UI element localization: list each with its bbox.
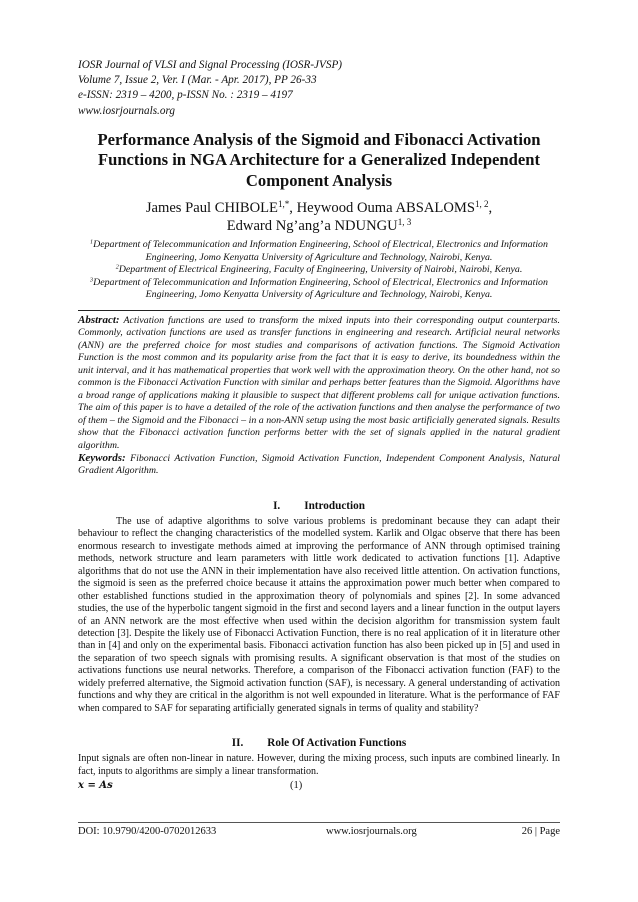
author-2-affil: 1, 2 (474, 199, 489, 210)
section-2-title: Role Of Activation Functions (267, 737, 407, 750)
affiliation-3-text: Department of Telecommunication and Information Engineering, School of Electrical, Electronics and Information Engineering, Jomo Kenyatta University of Agriculture and Technology, Nairobi, Kenya. (93, 276, 548, 301)
section-2-paragraph: Input signals are often non-linear in nature. However, during the mixing process, such inputs are combined linearly. In fact, inputs to algorithms are simply a linear transformation. (78, 753, 560, 777)
affiliation-2-text: Department of Electrical Engineering, Faculty of Engineering, University of Nairobi, Nairobi, Kenya. (118, 264, 523, 276)
affiliation-1 (78, 239, 560, 264)
keywords-label: Keywords: (78, 451, 126, 464)
affiliation-3-number: 3 (90, 277, 94, 284)
author-list (78, 199, 560, 235)
abstract-text: Activation functions are used to transform the mixed inputs into their corresponding output counterparts. Commonly, activation functions are used as transfer functions in engineering and research. Artificial neural networks (ANN) are the preferred choice for most studies and comparisons of activation functions. The Sigmoid Activation Function is the most common and its popularity arise from the fact that it is easy to derive, its boundedness within the unit interval, and it has mathematical properties that work well with the approximation theory. On the other hand, not so common is the Fibonacci Activation Function with similar and perhaps better features than the Sigmoid. Algorithms have a broad range of applications making it plausible to suspect that different problems call for unique activation functions. The aim of this paper is to have a detailed of the role of the activation functions and then analyse the performance of two of them – the Sigmoid and the Fibonacci – in a non-ANN setup using the most basic artificially generated signals. Results show that the Fibonacci activation function performs better with the set of signals applied in the natural gradient algorithm. (78, 315, 560, 451)
journal-website: www.iosrjournals.org (78, 104, 175, 117)
section-1-title: Introduction (304, 499, 365, 512)
author-line-2 (78, 217, 560, 235)
footer-page-number: 26 | Page (521, 826, 560, 837)
journal-volume: Volume 7, Issue 2, Ver. I (Mar. - Apr. 2017), PP 26-33 (78, 74, 317, 87)
journal-name: IOSR Journal of VLSI and Signal Processing (IOSR-JVSP) (78, 59, 342, 71)
affiliation-2 (78, 264, 560, 277)
section-1-heading (78, 499, 560, 513)
paper-title: Performance Analysis of the Sigmoid and Fibonacci Activation Functions in NGA Architecture for a Generalized Independent Component Analysis (97, 129, 541, 190)
author-2-tail: , (488, 200, 493, 217)
affiliation-2-number: 2 (115, 264, 119, 271)
section-2-number: II. (231, 737, 244, 750)
section-1-number: I. (273, 499, 281, 512)
section-2-heading (78, 736, 560, 750)
author-3-affil: 1, 3 (397, 217, 412, 228)
footer-website: www.iosrjournals.org (326, 826, 417, 837)
abstract (78, 314, 560, 452)
abstract-divider (78, 310, 560, 311)
keywords (78, 452, 560, 478)
abstract-label: Abstract: (78, 314, 120, 326)
affiliation-3 (78, 277, 560, 302)
affiliation-1-text: Department of Telecommunication and Information Engineering, School of Electrical, Electronics and Information Engineering, Jomo Kenyatta University of Agriculture and Technology, Nairobi, Kenya. (93, 239, 548, 263)
author-line-1 (78, 199, 560, 217)
equation-1 (78, 779, 560, 792)
author-3-name: Edward Ng’ang’a NDUNGU (226, 218, 398, 235)
footer-doi: DOI: 10.9790/4200-0702012633 (78, 826, 217, 837)
author-2-name: , Heywood Ouma ABSALOMS (289, 200, 475, 217)
section-1-paragraph: The use of adaptive algorithms to solve various problems is predominant because they can adapt their behaviour to reflect the changing characteristics of the modelled system. Karlik and Olgac observe that there has been enormous research to investigate methods aimed at improving the performance of ANN through optimised training methods, network structure and learn parameters with little work dedicated to activation functions [1]. Adaptive algorithms that do not use the ANN in their implementation have also received little attention. On activation functions, the sigmoid is seen as the preferred choice because it attains the approximation power much better when compared to other established functions studied in the approximation theory of polynomials and spines [2]. In some advanced studies, the use of the hyperbolic tangent sigmoid in the first and second layers and a linear function in the output layers of an ANN network are the most effective when used within the decision algorithm for transmission system fault detection [3]. Despite the likely use of Fibonacci Activation Function, there is no real application of it in literature other than in [4] and only on the experimental basis. Fibonacci activation function has also been picked up in [5] and used in the separation of two speech signals with promising results. A significant observation is that most of the studies on activations functions use neural networks. Therefore, a comparison of the Fibonacci activation function (FAF) to the widely preferred alternative, the Sigmoid activation function (SAF), is necessary. A general understanding of activation functions and why they are critical in the algorithm is not well expounded in literature. What is the performance of FAF when compared to SAF for separating artificially generated signals in terms of quality and stability? (78, 515, 560, 714)
journal-header (78, 58, 560, 119)
affiliations (78, 239, 560, 302)
equation-1-formula: x = As (78, 780, 113, 792)
journal-issn: e-ISSN: 2319 – 4200, p-ISSN No. : 2319 – 4197 (78, 89, 293, 102)
affiliation-1-number: 1 (90, 239, 94, 246)
paper-page (78, 58, 560, 792)
keywords-text: Fibonacci Activation Function, Sigmoid Activation Function, Independent Component Analysis, Natural Gradient Algorithm. (78, 452, 560, 477)
author-1-affil: 1,* (277, 199, 290, 210)
page-footer (78, 822, 560, 837)
author-1-name: James Paul CHIBOLE (145, 200, 278, 217)
equation-1-number: (1) (290, 780, 303, 792)
